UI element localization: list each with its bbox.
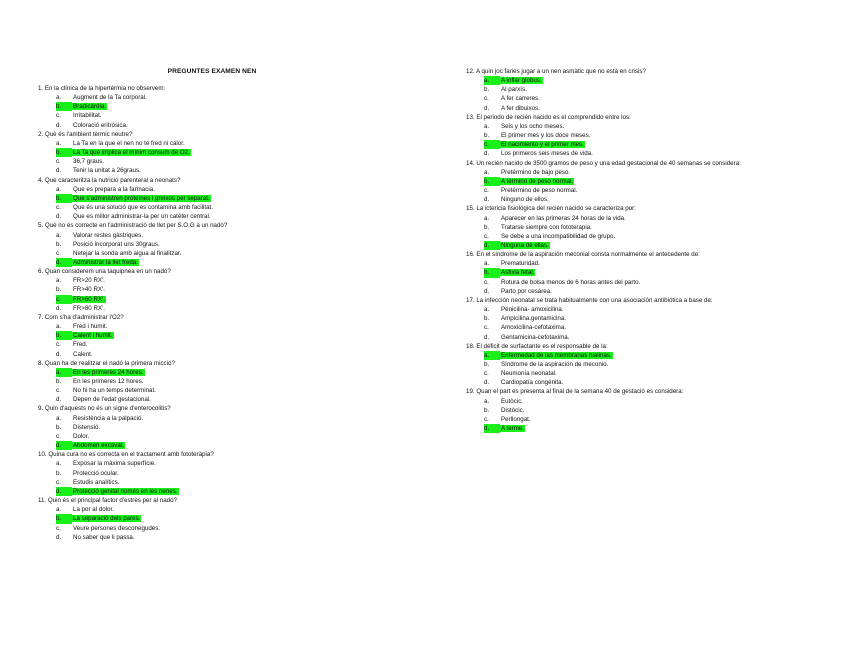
option-letter: c.	[484, 232, 489, 240]
option-text: Que es prepara a la farmacia.	[73, 185, 155, 193]
answer-option	[466, 360, 811, 369]
option-text: Calent.	[73, 350, 93, 358]
option-letter: a.	[484, 122, 490, 130]
option-text: FR>60 RX'.	[73, 295, 105, 303]
option-letter: b.	[56, 331, 72, 340]
question-block	[466, 250, 811, 296]
answer-option	[466, 314, 811, 323]
answer-option	[466, 131, 811, 140]
option-text: Dolor.	[73, 432, 90, 440]
option-text: Bradicàrdia.	[73, 103, 107, 111]
answer-option	[38, 432, 428, 441]
question-text: 9. Quin d'aquests no és un signe d'enterocolitis?	[38, 405, 171, 413]
question-block	[466, 159, 811, 205]
answer-option	[466, 333, 811, 342]
question-text: 14. Un recién nacido de 3500 gramos de peso y una edad gestacional de 40 semanas se considera:	[466, 159, 741, 167]
question-block	[466, 204, 811, 250]
answer-option	[466, 214, 811, 223]
question-text: 13. El periodo de recién nacido es el comprendido entre los:	[466, 113, 631, 121]
option-text: La separació dels pares.	[73, 515, 141, 523]
option-letter: d.	[56, 396, 62, 404]
question-block	[38, 313, 428, 359]
correct-answer-option	[38, 368, 428, 377]
option-text: Ampicilina.gentamicina.	[501, 315, 566, 323]
option-text: A inflar globus.	[501, 77, 542, 85]
option-text: Amoxicilina-cefotaxima.	[501, 324, 566, 332]
option-letter: d.	[484, 333, 490, 341]
option-text: 36,7 graus.	[73, 158, 104, 166]
option-text: Seis y los ocho meses.	[501, 122, 565, 130]
option-letter: b.	[484, 361, 490, 368]
option-letter: b.	[484, 268, 500, 277]
answer-option	[38, 249, 428, 258]
option-text: Veure persones desconegudes.	[73, 524, 161, 532]
option-letter: a.	[56, 231, 62, 239]
option-text: Prematuridad.	[501, 260, 540, 268]
option-letter: d.	[484, 241, 500, 250]
answer-option	[38, 231, 428, 240]
option-letter: c.	[484, 140, 500, 149]
answer-option	[38, 533, 428, 542]
option-text: Gentamicina-cefotaxima.	[501, 333, 570, 341]
option-letter: d.	[56, 441, 72, 450]
option-letter: b.	[56, 469, 62, 477]
answer-option	[38, 478, 428, 487]
option-letter: d.	[56, 213, 62, 221]
answer-option	[466, 186, 811, 195]
option-letter: a.	[56, 277, 62, 285]
option-text: FR>20 RX'.	[73, 277, 105, 285]
option-letter: a.	[56, 506, 62, 514]
correct-answer-option	[466, 351, 811, 360]
option-text: Se debe a una incompatibilidad de grupo.	[501, 232, 616, 240]
option-letter: c.	[484, 95, 489, 103]
option-text: Rotura de bolsa menos de 6 horas antes del parto.	[501, 278, 641, 286]
option-letter: d.	[484, 150, 490, 158]
option-text: A término de peso normal.	[501, 177, 574, 185]
option-text: Perllongat.	[501, 415, 531, 423]
answer-option	[466, 85, 811, 94]
answer-option	[466, 259, 811, 268]
option-text: Protecció ocular.	[73, 469, 119, 477]
question-text: 15. La ictericia fisiológica del recién nacido se caracteriza por:	[466, 205, 636, 213]
answer-option	[466, 168, 811, 177]
option-letter: a.	[484, 168, 490, 176]
option-text: Al parxís.	[501, 86, 527, 94]
option-text: Parto por cesárea.	[501, 287, 552, 295]
question-block	[466, 387, 811, 433]
option-letter: d.	[484, 196, 490, 204]
answer-option	[38, 111, 428, 120]
correct-answer-option	[466, 140, 811, 149]
option-text: Los primeros seis meses de vida.	[501, 150, 593, 158]
option-letter: a.	[484, 351, 500, 360]
question-block	[466, 342, 811, 388]
answer-option	[38, 240, 428, 249]
answer-option	[466, 94, 811, 103]
option-letter: d.	[484, 104, 490, 112]
answer-option	[38, 414, 428, 423]
option-letter: c.	[484, 324, 489, 332]
answer-option	[38, 524, 428, 533]
answer-option	[466, 195, 811, 204]
option-text: Cardiopatía congénita.	[501, 379, 564, 387]
answer-option	[38, 395, 428, 404]
option-text: En les primeres 12 hores.	[73, 378, 144, 385]
option-text: Que s'administren proteïnes i greixos per separat.	[73, 194, 210, 202]
option-letter: a.	[56, 460, 62, 468]
option-text: Pretérmino de peso normal.	[501, 187, 578, 195]
option-text: Distòcic.	[501, 406, 525, 414]
option-letter: c.	[484, 415, 489, 423]
option-letter: d.	[56, 121, 62, 129]
option-letter: c.	[56, 524, 61, 532]
question-text: 4. Que caracteritza la nutrició parenteral a neonats?	[38, 176, 181, 184]
question-text: 8. Quan ha de realitzar el nadó la primera micció?	[38, 359, 175, 367]
option-letter: d.	[484, 287, 490, 295]
option-letter: b.	[484, 315, 490, 323]
option-text: Que es millor administrar-la per un catèter central.	[73, 213, 211, 221]
question-text: 10. Quina cura no es correcta en el tractament amb fototeràpia?	[38, 451, 214, 459]
option-letter: a.	[484, 397, 490, 405]
answer-option	[38, 423, 428, 432]
answer-option	[38, 285, 428, 294]
option-letter: b.	[56, 240, 62, 248]
answer-option	[38, 340, 428, 349]
option-letter: b.	[484, 406, 490, 414]
answer-option	[38, 459, 428, 468]
question-text: 17. La infección neonatal se trata habitualmente con una asociación antibiótica a base de:	[466, 296, 713, 304]
option-text: Exposar la màxima superfície.	[73, 460, 156, 468]
option-text: A fer dibuixos.	[501, 104, 540, 112]
option-letter: d.	[56, 304, 62, 312]
answer-option	[466, 406, 811, 415]
option-letter: c.	[56, 478, 61, 486]
answer-option	[38, 322, 428, 331]
option-letter: a.	[56, 368, 72, 377]
correct-answer-option	[38, 194, 428, 203]
option-text: FR>80 RX'.	[73, 304, 105, 312]
answer-option	[38, 93, 428, 102]
option-text: No saber que li passa.	[73, 533, 135, 541]
option-text: Enfermedad de las membranas hialinas.	[501, 351, 612, 359]
option-text: Ninguna de ellas.	[501, 241, 549, 249]
question-text: 6. Quan considerem una taquipnea en un nadó?	[38, 268, 171, 276]
option-text: Estudis analítics.	[73, 478, 120, 486]
option-text: Depen de l'edat gestacional.	[73, 396, 151, 404]
option-text: Resistència a la palpació.	[73, 414, 144, 422]
question-block	[38, 176, 428, 222]
option-letter: c.	[484, 278, 489, 286]
option-letter: b.	[56, 514, 72, 523]
correct-answer-option	[38, 487, 428, 496]
correct-answer-option	[466, 241, 811, 250]
option-text: Penicilina- amoxicilina.	[501, 306, 564, 314]
question-text: 11. Quin és el principal factor d'estrès per al nadó?	[38, 497, 177, 505]
answer-option	[38, 166, 428, 175]
option-text: Aparecer en las primeras 24 horas de la vida.	[501, 214, 626, 222]
correct-answer-option	[466, 424, 811, 433]
option-text: Tratarse siempre con fototerapia.	[501, 223, 592, 231]
answer-option	[38, 304, 428, 313]
question-block	[466, 67, 811, 113]
option-text: El nacimiento y el primer mes.	[501, 141, 584, 149]
option-letter: b.	[56, 378, 62, 385]
answer-option	[38, 203, 428, 212]
option-letter: d.	[484, 379, 490, 387]
answer-option	[466, 415, 811, 424]
option-text: FR>40 RX'.	[73, 286, 105, 294]
correct-answer-option	[38, 514, 428, 523]
question-block	[38, 359, 428, 405]
option-text: A terme.	[501, 425, 525, 433]
answer-option	[38, 185, 428, 194]
correct-answer-option	[466, 268, 811, 277]
question-block	[38, 84, 428, 130]
option-text: Tenir la unitat a 26graus.	[73, 167, 141, 175]
option-text: La Ta que implica el mínim consum de O2.	[73, 149, 190, 157]
document-title: PREGUNTES EXAMEN NEN	[167, 68, 257, 75]
option-letter: b.	[56, 102, 72, 111]
option-text: En les primeres 24 hores.	[73, 368, 144, 376]
option-letter: c.	[56, 204, 61, 212]
option-text: El primer mes y los doce meses.	[501, 132, 591, 140]
answer-option	[38, 121, 428, 130]
option-letter: c.	[484, 187, 489, 195]
correct-answer-option	[38, 295, 428, 304]
question-text: 12. A quin joc faries jugar a un nen asmàtic que no està en crisis?	[466, 68, 646, 75]
option-letter: d.	[56, 258, 72, 267]
correct-answer-option	[38, 148, 428, 157]
answer-option	[466, 305, 811, 314]
option-text: A fer carreres.	[501, 95, 540, 103]
answer-option	[38, 469, 428, 478]
answer-option	[38, 139, 428, 148]
option-letter: b.	[484, 86, 490, 94]
question-text: 2. Què és l'ambient tèrmic neutre?	[38, 130, 133, 138]
option-letter: c.	[56, 249, 61, 257]
question-block	[38, 130, 428, 176]
option-letter: d.	[56, 167, 62, 175]
option-text: Valorar restes gàstriques.	[73, 231, 144, 239]
question-block	[38, 496, 428, 542]
correct-answer-option	[466, 76, 811, 85]
option-letter: a.	[484, 76, 500, 85]
question-text: 18. El déficit de surfactante es el responsable de la:	[466, 342, 608, 350]
answer-option	[38, 157, 428, 166]
answer-option	[38, 212, 428, 221]
option-text: Administrar la llet freda.	[73, 258, 138, 266]
answer-option	[38, 350, 428, 359]
answer-option	[466, 369, 811, 378]
option-letter: b.	[484, 177, 500, 186]
answer-option	[38, 377, 428, 386]
option-letter: a.	[484, 260, 490, 268]
answer-option	[466, 149, 811, 158]
left-column	[38, 84, 428, 542]
question-block	[38, 404, 428, 450]
option-text: Coloració eritròsica.	[73, 121, 128, 129]
correct-answer-option	[38, 441, 428, 450]
question-block	[38, 450, 428, 496]
option-letter: d.	[56, 350, 62, 358]
option-letter: c.	[56, 341, 61, 349]
answer-option	[466, 122, 811, 131]
option-letter: c.	[56, 432, 61, 440]
question-text: 16. En el síndrome de la aspiración meconial consta normalmente el antecedente de:	[466, 251, 700, 259]
option-letter: b.	[56, 286, 62, 294]
option-text: La por al dolor.	[73, 506, 114, 514]
correct-answer-option	[466, 177, 811, 186]
option-text: Que és una solució que es contamina amb facilitat.	[73, 204, 213, 212]
answer-option	[38, 505, 428, 514]
answer-option	[466, 223, 811, 232]
option-text: Síndrome de la aspiración de meconio.	[501, 361, 609, 368]
option-text: Asfixia fetal.	[501, 269, 535, 277]
option-text: No hi ha un temps determinat.	[73, 387, 156, 395]
option-letter: a.	[56, 185, 62, 193]
option-text: Augment de la Ta corporal.	[73, 94, 147, 102]
answer-option	[466, 378, 811, 387]
option-letter: d.	[484, 424, 500, 433]
option-letter: b.	[56, 148, 72, 157]
option-letter: c.	[56, 112, 61, 120]
option-letter: a.	[484, 306, 490, 314]
option-text: Fred i humit.	[73, 323, 108, 331]
answer-option	[466, 232, 811, 241]
option-text: Eutòcic.	[501, 397, 524, 405]
option-letter: a.	[56, 139, 62, 147]
correct-answer-option	[38, 258, 428, 267]
option-letter: d.	[56, 487, 72, 496]
answer-option	[466, 397, 811, 406]
option-letter: b.	[484, 132, 490, 140]
option-letter: b.	[484, 223, 490, 231]
option-text: Fred.	[73, 341, 88, 349]
question-block	[466, 296, 811, 342]
question-text: 7. Com s'ha d'administrar l'O2?	[38, 313, 124, 321]
option-text: La Ta en la que el nen no té fred ni calor.	[73, 139, 185, 147]
option-letter: b.	[56, 194, 72, 203]
option-text: Distensió.	[73, 423, 101, 431]
answer-option	[466, 287, 811, 296]
option-letter: d.	[56, 533, 62, 541]
question-block	[466, 113, 811, 159]
option-text: Calent i humit.	[73, 332, 113, 340]
option-text: Ninguno de ellos.	[501, 196, 549, 204]
option-letter: c.	[56, 158, 61, 166]
option-text: Abdomen excavat.	[73, 442, 125, 450]
option-text: Posició incorporat uns 30graus.	[73, 240, 160, 248]
option-text: Pretérmino de bajo peso.	[501, 168, 571, 176]
option-letter: a.	[56, 323, 62, 331]
correct-answer-option	[38, 102, 428, 111]
option-letter: b.	[56, 423, 62, 431]
answer-option	[466, 323, 811, 332]
correct-answer-option	[38, 331, 428, 340]
option-text: Irritabilitat.	[73, 112, 102, 120]
answer-option	[466, 104, 811, 113]
option-letter: a.	[484, 214, 490, 222]
option-letter: a.	[56, 94, 62, 102]
right-column	[466, 67, 811, 433]
answer-option	[38, 276, 428, 285]
option-text: Neumonía neonatal.	[501, 370, 557, 378]
option-text: Protecció genital només en les nenes.	[73, 487, 178, 495]
option-letter: c.	[484, 370, 489, 378]
answer-option	[466, 278, 811, 287]
question-block	[38, 221, 428, 267]
question-text: 1. En la clínica de la hipertèrmia no observem:	[38, 85, 166, 92]
question-text: 19. Quan el part es presenta al final de la semana 40 de gestació es considera:	[466, 388, 684, 396]
option-letter: a.	[56, 414, 62, 422]
answer-option	[38, 386, 428, 395]
option-letter: c.	[56, 295, 72, 304]
question-block	[38, 267, 428, 313]
question-text: 5. Què no és correcte en l'administració de llet per S.O.G a un nadó?	[38, 222, 228, 230]
option-letter: c.	[56, 387, 61, 395]
option-text: Netejar la sonda amb aigua al finalitzar.	[73, 249, 182, 257]
